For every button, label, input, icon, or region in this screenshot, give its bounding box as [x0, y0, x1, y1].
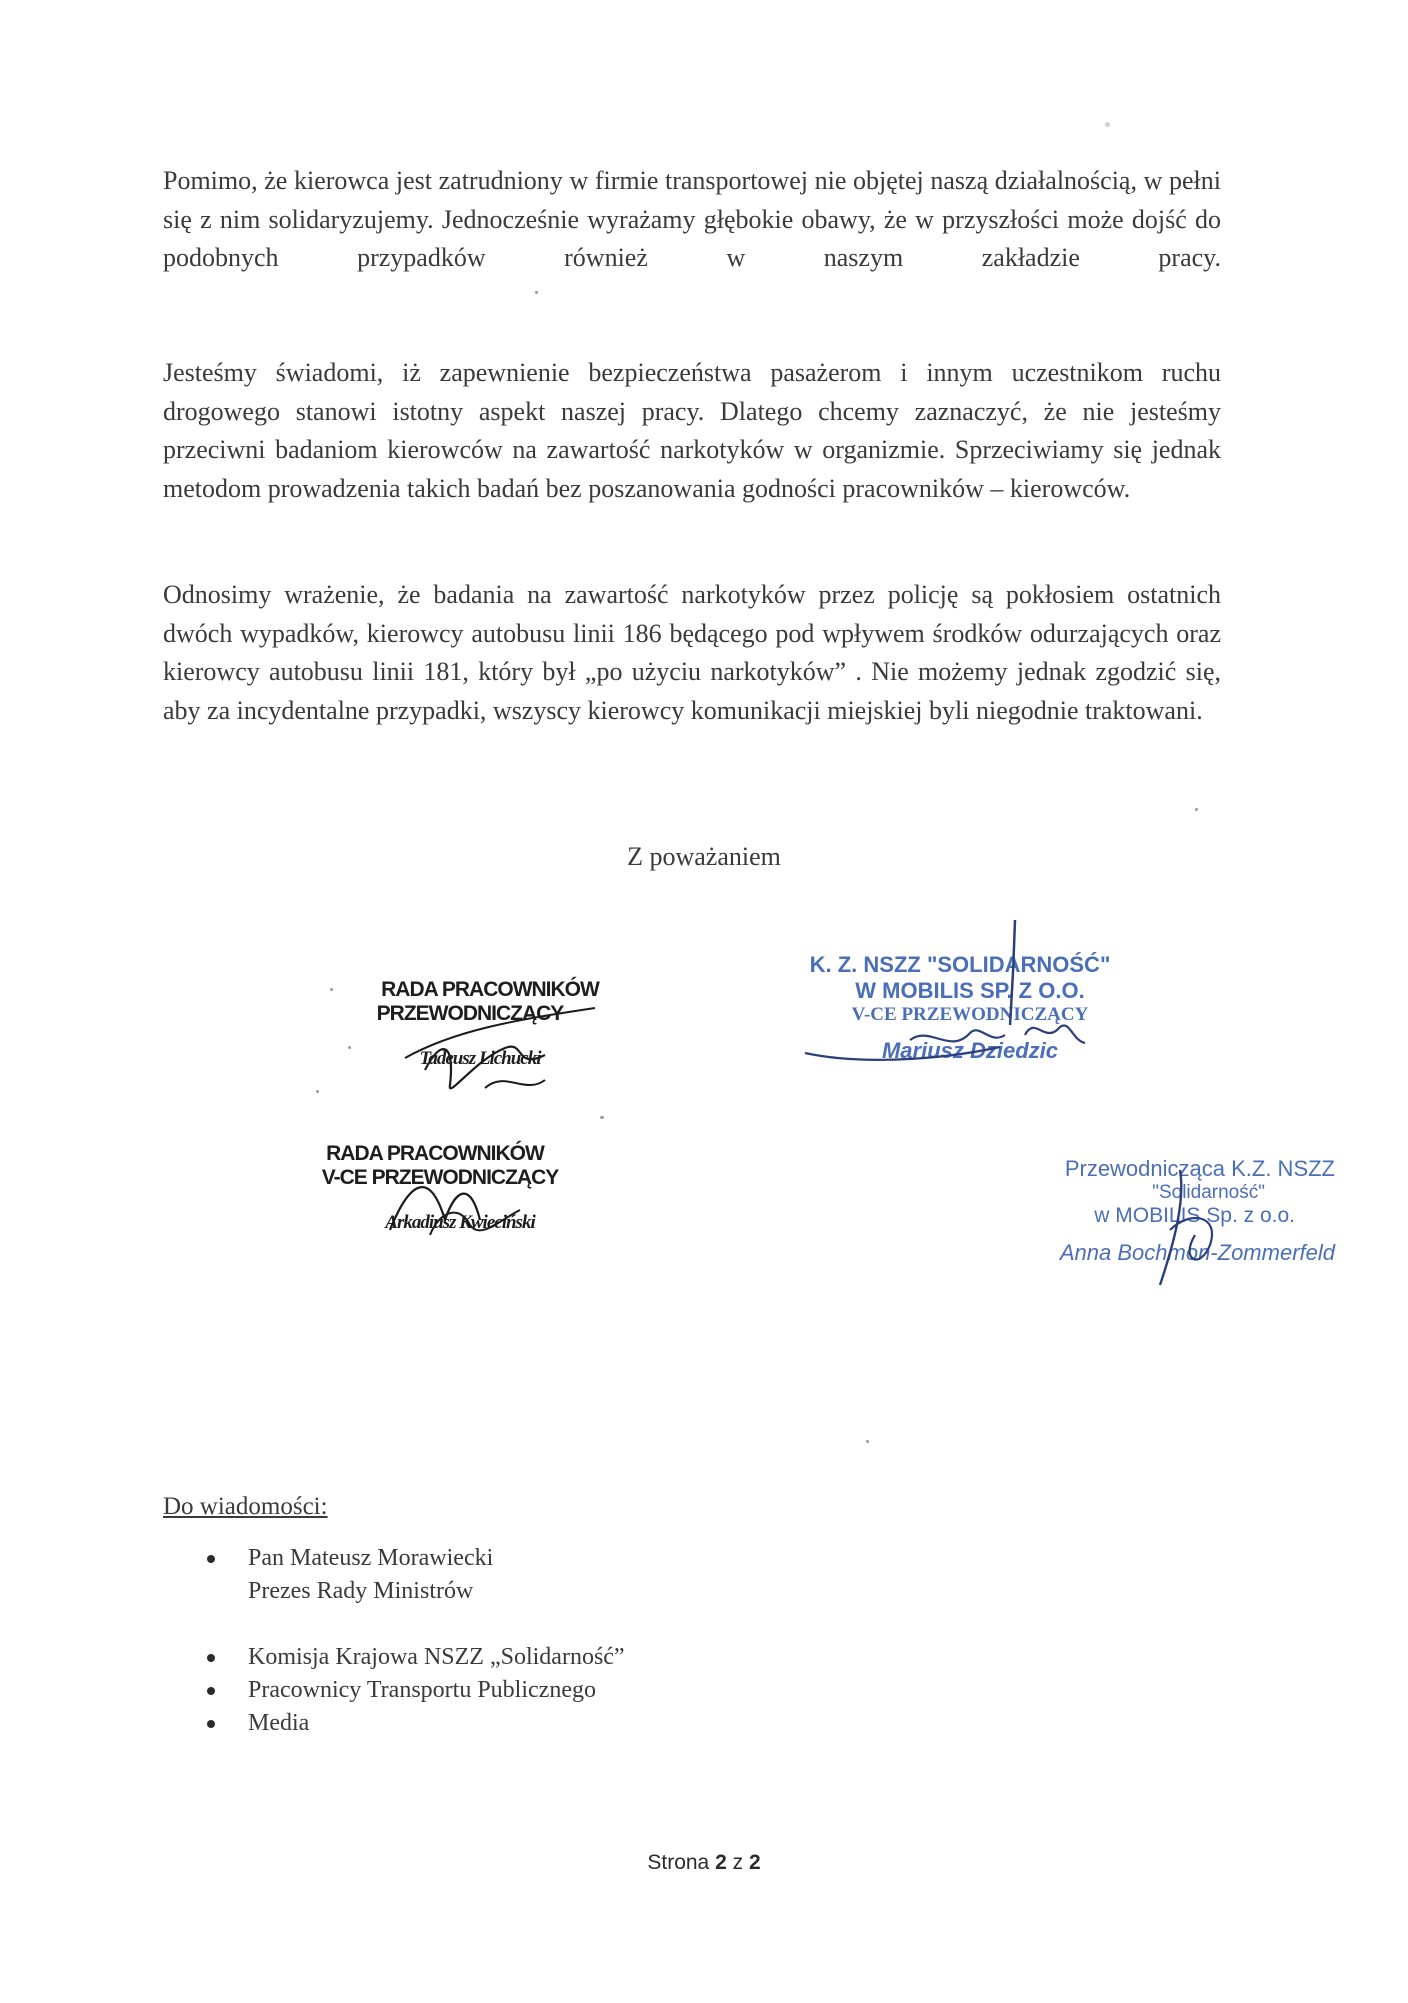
- bullet-icon: [207, 1654, 215, 1662]
- scan-speck: [600, 1116, 604, 1119]
- stamp-line: RADA PRACOWNIKÓW: [381, 978, 599, 1001]
- stamp-line: Przewodnicząca K.Z. NSZZ: [1064, 1156, 1335, 1181]
- paragraph-3: Odnosimy wrażenie, że badania na zawartość narkotyków przez policję są pokłosiem ostatnich dwóch wypadków, kierowcy autobusu linii 186 będącego pod wpływem środków odurzających oraz kierowcy autobusu linii 181, który był „po użyciu narkotyków” . Nie możemy jednak zgodzić się, aby za incydentalne przypadki, wszyscy kierowcy komunikacji miejskiej byli niegodnie traktowani.: [163, 580, 1221, 725]
- signatory-name: Mariusz Dziedzic: [881, 1038, 1059, 1063]
- cc-item-line: Media: [248, 1710, 310, 1736]
- stamp-line: V-CE PRZEWODNICZĄCY: [851, 1004, 1089, 1025]
- scan-speck: [866, 1440, 869, 1443]
- bullet-icon: [207, 1555, 215, 1563]
- stamp-line: PRZEWODNICZĄCY: [376, 1002, 564, 1025]
- handwritten-signature-lichucki: [395, 1000, 625, 1110]
- bullet-icon: [207, 1720, 215, 1728]
- list-item: [163, 1674, 625, 1707]
- scan-speck: [330, 988, 333, 991]
- footer-separator: z: [732, 1851, 744, 1874]
- footer-total: 2: [748, 1851, 761, 1874]
- handwritten-signature-kwiecinski: [370, 1150, 570, 1250]
- cc-heading: Do wiadomości:: [163, 1493, 328, 1520]
- footer-prefix: Strona: [647, 1851, 710, 1874]
- cc-item-line: Prezes Rady Ministrów: [248, 1578, 474, 1604]
- scan-speck: [1195, 808, 1198, 811]
- handwritten-signature-dziedzic: [800, 915, 1120, 1075]
- stamp-line: RADA PRACOWNIKÓW: [326, 1142, 544, 1165]
- footer-page: 2: [715, 1851, 727, 1874]
- stamp-line: W MOBILIS SP. Z O.O.: [855, 978, 1085, 1003]
- handwritten-signature-bochmon: [1140, 1160, 1280, 1300]
- paragraph-1: Pomimo, że kierowca jest zatrudniony w firmie transportowej nie objętej naszą działalnością, w pełni się z nim solidaryzujemy. Jednocześnie wyrażamy głębokie obawy, że w przyszłości może dojść do podobnych przypadków również w naszym zakładzie pracy.: [163, 166, 1221, 272]
- paragraph-2: Jesteśmy świadomi, iż zapewnienie bezpieczeństwa pasażerom i innym uczestnikom ruchu drogowego stanowi istotny aspekt naszej pracy. Dlatego chcemy zaznaczyć, że nie jesteśmy przeciwni badaniom kierowców na zawartość narkotyków w organizmie. Sprzeciwiamy się jednak metodom prowadzenia takich badań bez poszanowania godności pracowników – kierowców.: [163, 358, 1221, 503]
- stamp-line: V-CE PRZEWODNICZĄCY: [321, 1166, 559, 1189]
- page-number-footer: [0, 1851, 1408, 1875]
- signatory-name: Anna Bochmon-Zommerfeld: [1059, 1240, 1335, 1265]
- list-item: [163, 1641, 625, 1674]
- bullet-icon: [207, 1687, 215, 1695]
- stamp-line: w MOBILIS Sp. z o.o.: [1094, 1204, 1295, 1227]
- scan-speck: [535, 291, 538, 294]
- cc-list: [163, 1542, 625, 1740]
- signatory-name: Arkadiusz Kwieciński: [385, 1212, 535, 1233]
- cc-item-line: Pan Mateusz Morawiecki: [248, 1545, 494, 1571]
- cc-item-line: Pracownicy Transportu Publicznego: [248, 1677, 596, 1703]
- closing-salutation: Z poważaniem: [627, 842, 781, 871]
- scan-speck: [316, 1090, 319, 1093]
- stamp-line: K. Z. NSZZ "SOLIDARNOŚĆ": [809, 952, 1111, 977]
- stamp-line: "Solidarność": [1152, 1182, 1265, 1203]
- list-item: [163, 1542, 625, 1608]
- scan-speck: [348, 1046, 351, 1049]
- scan-speck: [1105, 122, 1110, 127]
- list-item: [163, 1707, 625, 1740]
- cc-item-line: Komisja Krajowa NSZZ „Solidarność”: [248, 1644, 625, 1670]
- signatory-name: Tadeusz Lichucki: [419, 1048, 541, 1069]
